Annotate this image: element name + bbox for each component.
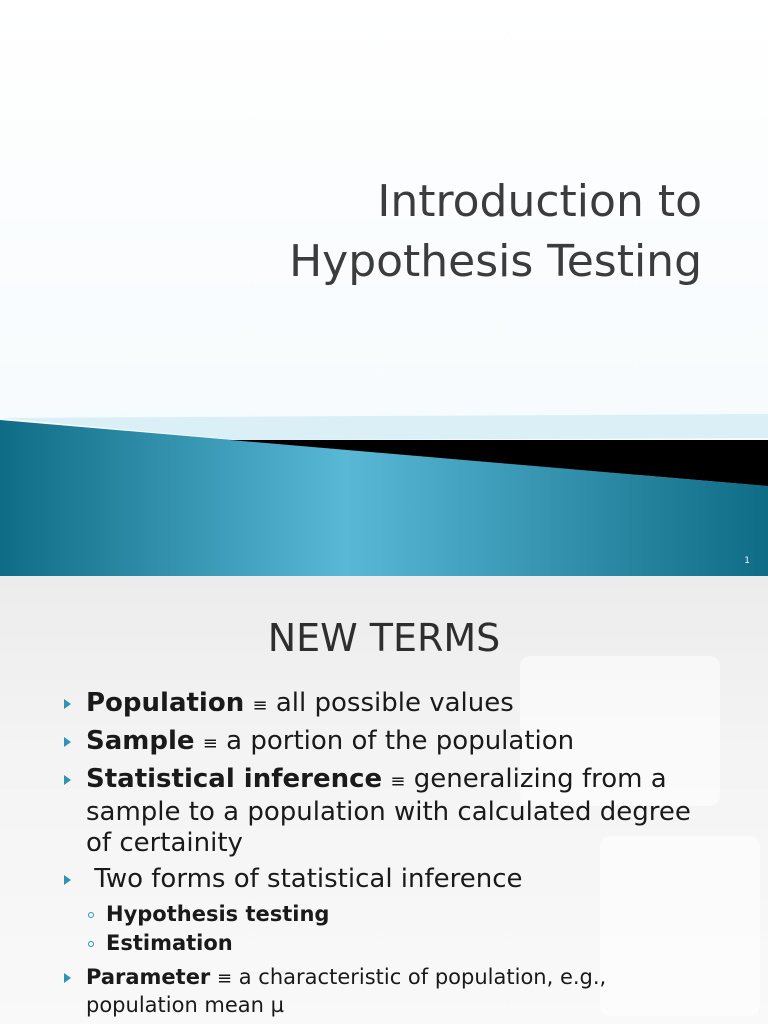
equivalence-sign: ≡ [202, 733, 218, 754]
definition: Two forms of statistical inference [86, 864, 523, 894]
equivalence-sign: ≡ [252, 695, 268, 716]
bullet-list [62, 688, 722, 1024]
definition: a portion of the population [226, 726, 575, 756]
title-line-2: Hypothesis Testing [289, 236, 702, 287]
sub-bullet-label: Hypothesis testing [106, 902, 330, 926]
definition: generalizing from a sample to a population with calculated degree of certainity [86, 764, 691, 858]
definition: a characteristic of population, e.g., population mean µ [86, 965, 607, 1017]
term: Population [86, 688, 245, 718]
bullet-statistical-inference [62, 764, 722, 859]
decorative-band [0, 414, 768, 576]
title-line-1: Introduction to [377, 176, 702, 227]
term: Statistical inference [86, 764, 383, 794]
bullet-arrow-icon [64, 775, 71, 785]
slide-heading: NEW TERMS [267, 616, 501, 660]
bullet-population [62, 688, 722, 721]
bullet-two-forms [62, 864, 722, 895]
sub-bullet-ring-icon [88, 941, 94, 947]
term: Parameter [86, 965, 211, 989]
equivalence-sign: ≡ [216, 968, 233, 989]
bullet-sample [62, 726, 722, 759]
slide-title [289, 172, 702, 292]
definition: all possible values [275, 688, 514, 718]
sub-bullet-hypothesis-testing [62, 900, 722, 929]
bullet-parameter [62, 964, 722, 1019]
bullet-arrow-icon [64, 973, 71, 983]
bullet-arrow-icon [64, 699, 71, 709]
terms-slide [0, 576, 768, 1024]
term: Sample [86, 726, 195, 756]
slide-number: 1 [744, 556, 750, 566]
sub-bullet-label: Estimation [106, 931, 233, 955]
sub-bullet-estimation [62, 929, 722, 958]
bullet-arrow-icon [64, 875, 71, 885]
bullet-arrow-icon [64, 737, 71, 747]
equivalence-sign: ≡ [390, 771, 406, 792]
sub-bullet-ring-icon [88, 912, 94, 918]
